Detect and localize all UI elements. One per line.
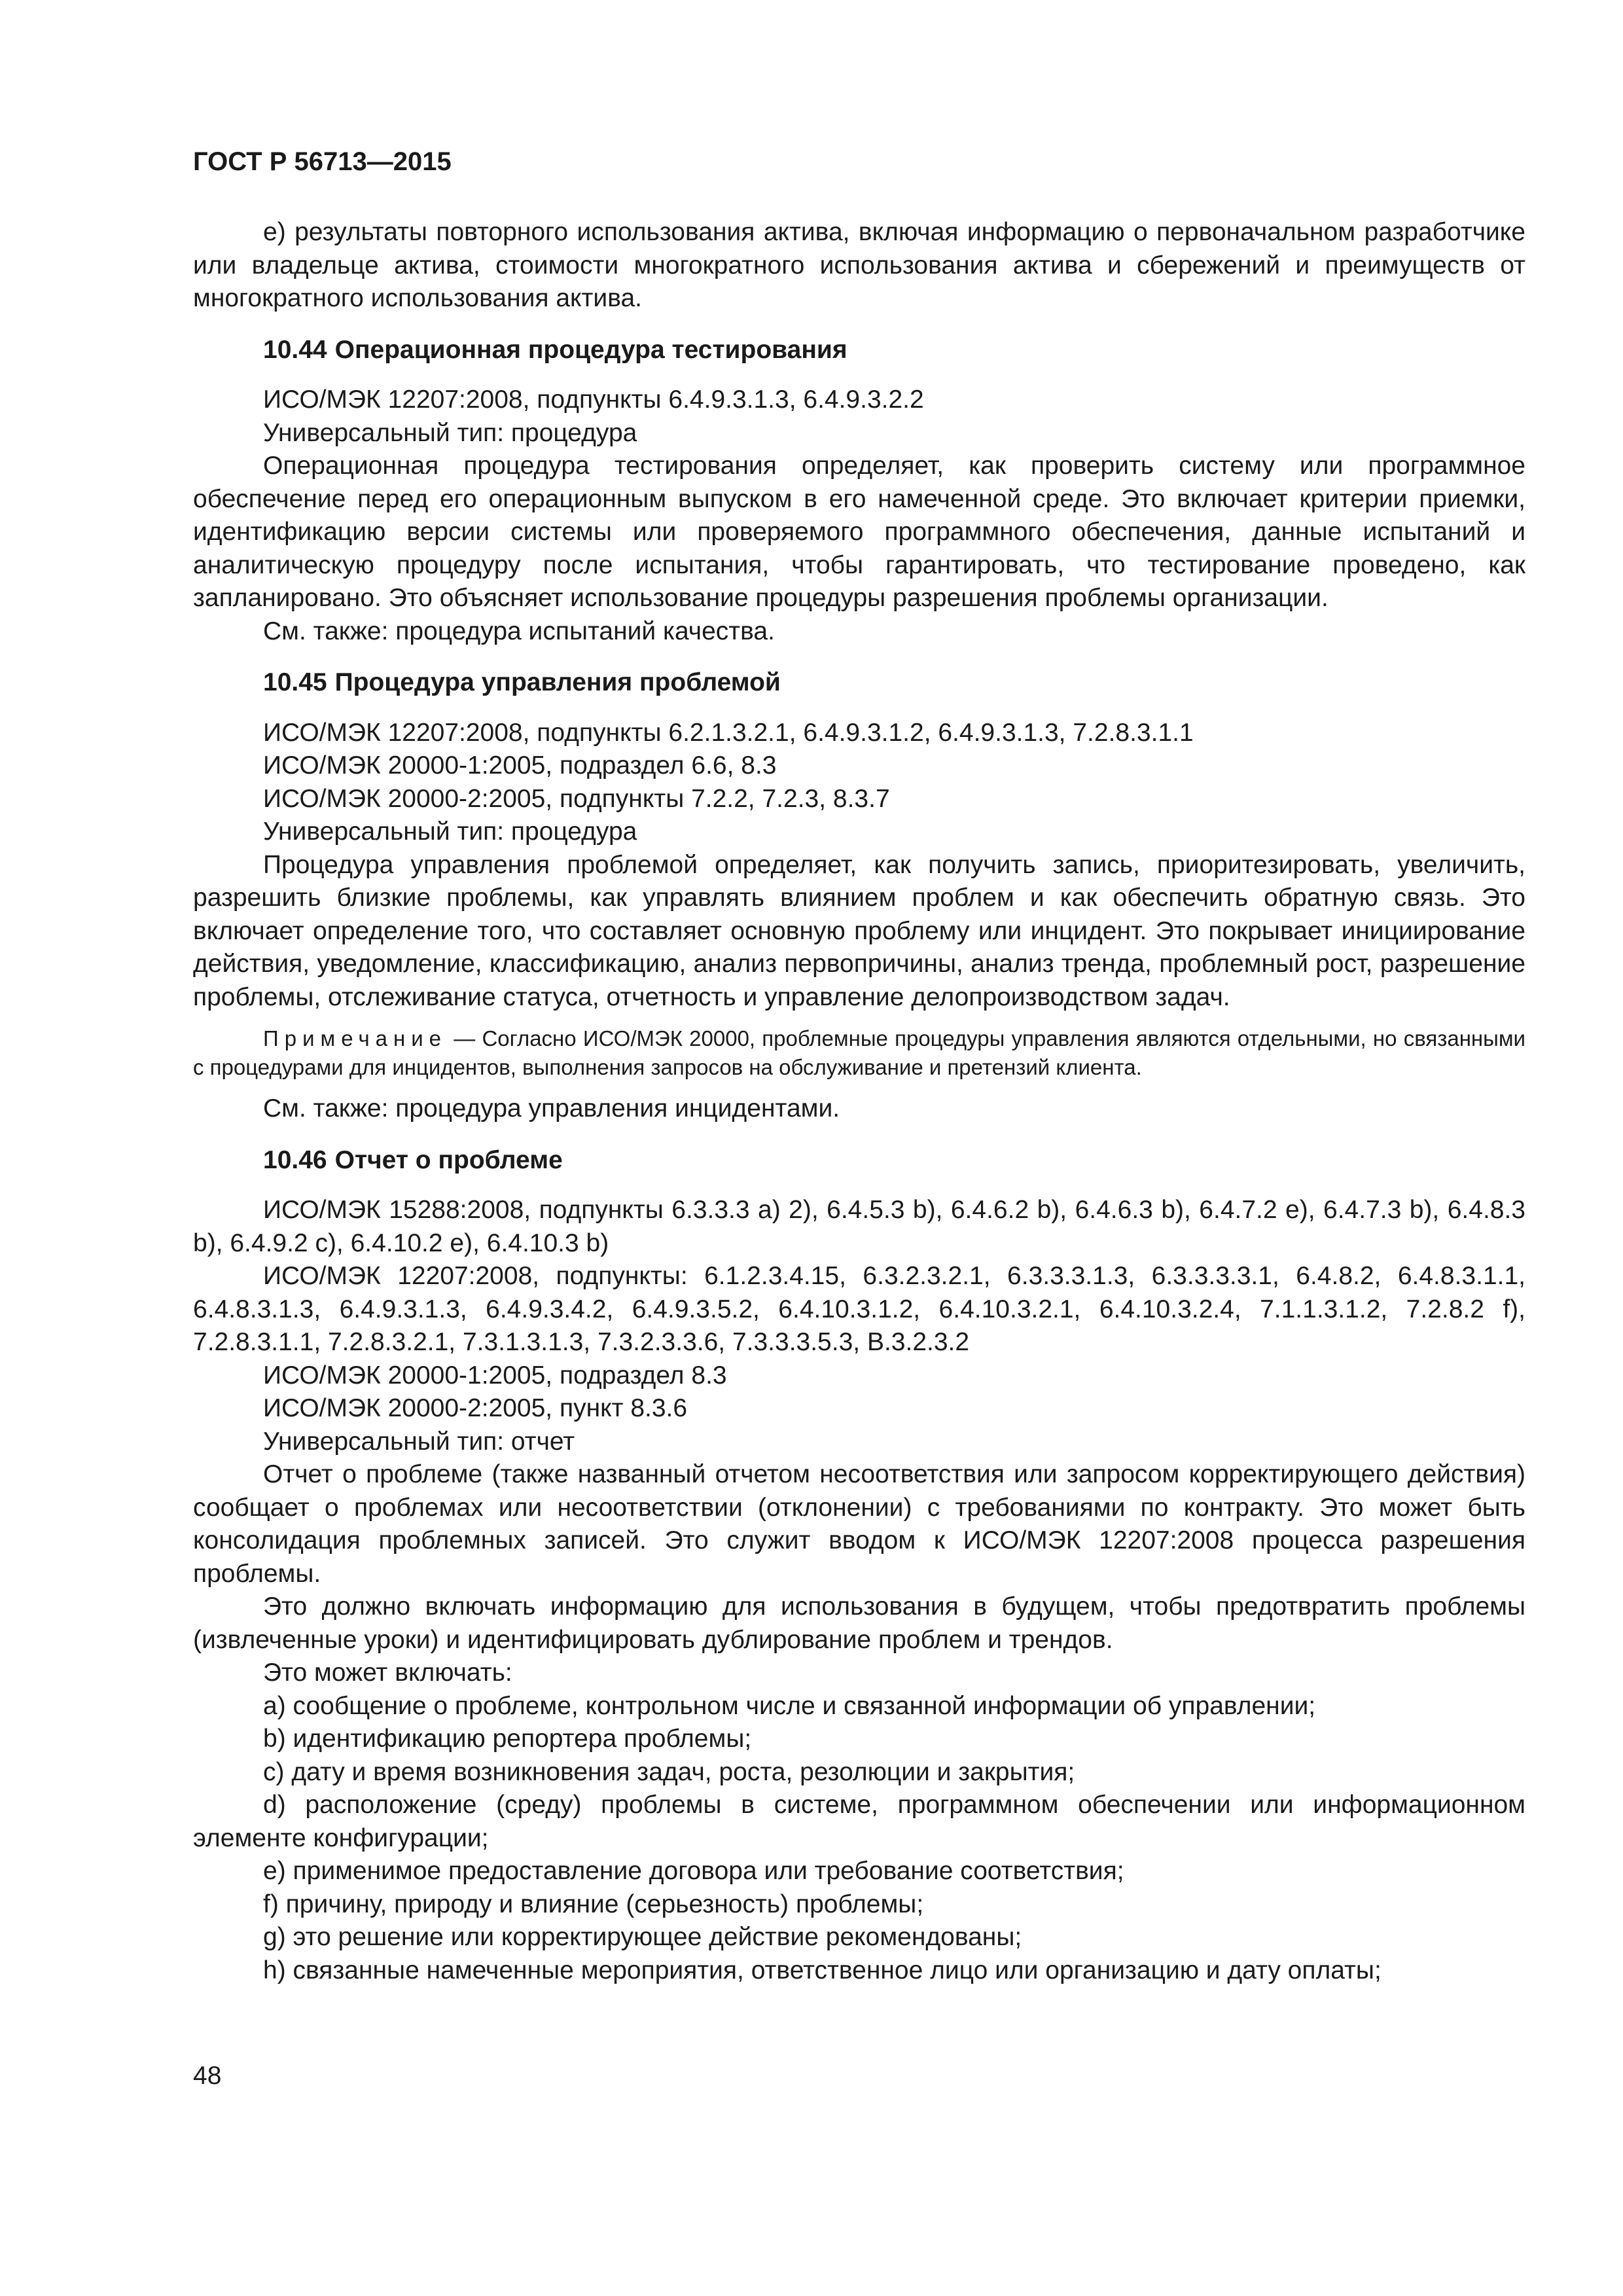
page-number: 48 [193,2062,222,2090]
list-item: b) идентификацию репортера проблемы; [263,1725,752,1753]
reference-line: ИСО/МЭК 12207:2008, подпункты 6.2.1.3.2.1, 6.4.9.3.1.2, 6.4.9.3.1.3, 7.2.8.3.1.1 [263,718,1194,747]
see-also-line: См. также: процедура управления инцидентами. [263,1094,840,1122]
note-label: Примечание [263,1026,448,1050]
list-item: f) причину, природу и влияние (серьезность) проблемы; [263,1890,924,1918]
reference-line: ИСО/МЭК 20000-1:2005, подраздел 6.6, 8.3 [263,751,777,780]
section-number: 10.44 [263,335,327,364]
list-item: h) связанные намеченные мероприятия, ответственное лицо или организацию и дату оплаты; [263,1956,1382,1984]
reference-line: ИСО/МЭК 20000-2:2005, пункт 8.3.6 [263,1394,688,1422]
list-item: d) расположение (среду) проблемы в системе, программном обеспечении или информационном элементе конфигурации; [193,1791,1525,1852]
section-number: 10.45 [263,668,327,696]
reference-paragraph: ИСО/МЭК 12207:2008, подпункты: 6.1.2.3.4.15, 6.3.2.3.2.1, 6.3.3.3.1.3, 6.3.3.3.3.1, 6.4.8.2, 6.4.8.3.1.1, 6.4.8.3.1.3, 6.4.9.3.1.3, 6.4.9.3.4.2, 6.4.9.3.5.2, 6.4.10.3.1.2, 6.4.10.3.2.1, 6.4.10.3.2.4, 7.1.1.3.1.2, 7.2.8.2 f), 7.2.8.3.1.1, 7.2.8.3.2.1, 7.3.1.3.1.3, 7.3.2.3.3.6, 7.3.3.3.5.3, B.3.2.3.2 [193,1262,1525,1356]
list-item: g) это решение или корректирующее действие рекомендованы; [263,1923,1022,1951]
section-note [193,1024,1525,1082]
note-text: — Согласно ИСО/МЭК 20000, проблемные процедуры управления являются отдельными, но связанными с процедурами для инцидентов, выполнения запросов на обслуживание и претензий клиента. [193,1026,1525,1079]
list-item: a) сообщение о проблеме, контрольном числе и связанной информации об управлении; [263,1691,1316,1720]
section-body: Операционная процедура тестирования определяет, как проверить систему или программное обеспечение перед его операционным выпуском в его намеченной среде. Это включает критерии приемки, идентификацию версии системы или проверяемого программного обеспечения, данные испытаний и аналитическую процедуру после испытания, чтобы гарантировать, что тестирование проведено, как запланировано. Это объясняет использование процедуры разрешения проблемы организации. [193,452,1525,612]
universal-type-line: Универсальный тип: процедура [263,418,637,447]
universal-type-line: Универсальный тип: отчет [263,1427,575,1456]
section-title: Операционная процедура тестирования [334,335,847,364]
section-10-46-heading [193,1144,1525,1177]
section-body: Отчет о проблеме (также названный отчетом несоответствия или запросом корректирующего действия) сообщает о проблемах или несоответствии (отклонении) с требованиями по контракту. Это может быть консолидация проблемных записей. Это служит вводом к ИСО/МЭК 12207:2008 процесса разрешения проблемы. [193,1460,1525,1588]
document-header: ГОСТ Р 56713—2015 [193,147,452,176]
reference-line: ИСО/МЭК 12207:2008, подпункты 6.4.9.3.1.3, 6.4.9.3.2.2 [263,386,924,414]
universal-type-line: Универсальный тип: процедура [263,817,637,846]
list-item: c) дату и время возникновения задач, роста, резолюции и закрытия; [263,1757,1075,1786]
section-10-44-heading [193,334,1525,367]
reference-line: ИСО/МЭК 20000-2:2005, подпункты 7.2.2, 7.2.3, 8.3.7 [263,784,890,813]
section-body: Процедура управления проблемой определяет, как получить запись, приоритезировать, увеличить, разрешить близкие проблемы, как управлять влиянием проблем и как обеспечить обратную связь. Это включает определение того, что составляет основную проблему или инцидент. Это покрывает инициирование действия, уведомление, классификацию, анализ первопричины, анализ тренда, проблемный рост, разрешение проблемы, отслеживание статуса, отчетность и управление делопроизводством задач. [193,850,1525,1011]
reference-paragraph: ИСО/МЭК 15288:2008, подпункты 6.3.3.3 a) 2), 6.4.5.3 b), 6.4.6.2 b), 6.4.6.3 b), 6.4.7.2 e), 6.4.7.3 b), 6.4.8.3 b), 6.4.9.2 c), 6.4.10.2 e), 6.4.10.3 b) [193,1196,1525,1257]
section-10-45-heading [193,666,1525,700]
section-title: Процедура управления проблемой [334,668,781,696]
page-content [193,216,1525,1987]
intro-item-e: е) результаты повторного использования актива, включая информацию о первоначальном разработчике или владельце актива, стоимости многократного использования актива и сбережений и преимуществ от многократного использования актива. [193,218,1525,312]
section-body: Это должно включать информацию для использования в будущем, чтобы предотвратить проблемы (извлеченные уроки) и идентифицировать дублирование проблем и трендов. [193,1592,1525,1654]
reference-line: ИСО/МЭК 20000-1:2005, подраздел 8.3 [263,1361,727,1390]
section-title: Отчет о проблеме [334,1145,563,1174]
list-intro: Это может включать: [263,1659,512,1687]
section-number: 10.46 [263,1145,327,1174]
see-also-line: См. также: процедура испытаний качества. [263,617,775,645]
list-item: e) применимое предоставление договора или требование соответствия; [263,1857,1124,1885]
